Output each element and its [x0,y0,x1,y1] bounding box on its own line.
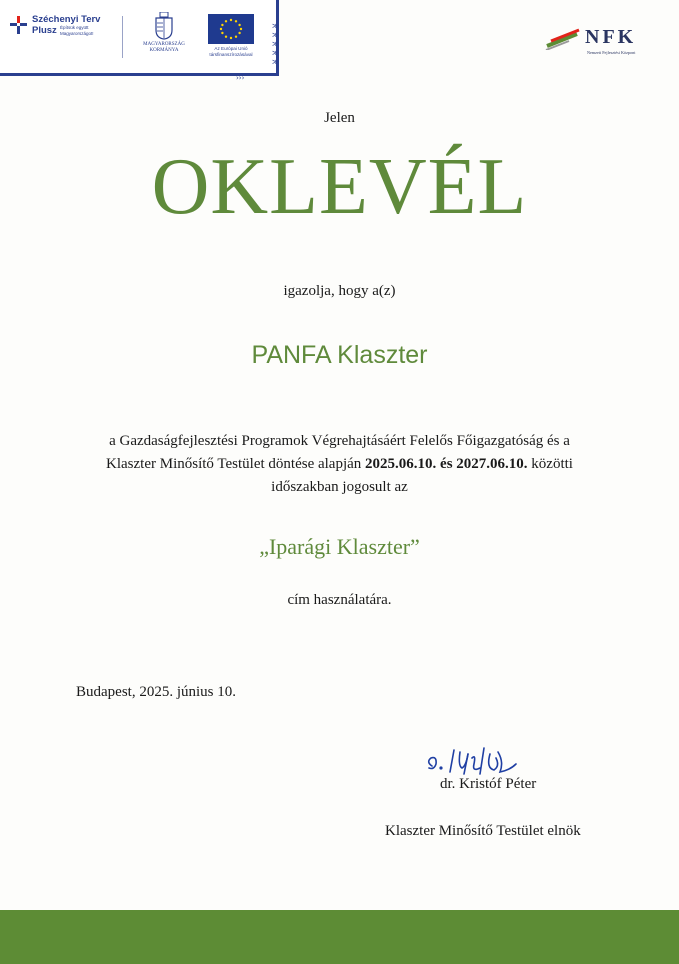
szechenyi-terv-logo [8,14,120,64]
eu-logo [200,12,262,64]
date-from: 2025.06.10. [365,456,437,472]
body-line-3: időszakban jogosult az [271,479,408,495]
award-title: „Iparági Klaszter” [259,534,420,559]
date-to: 2027.06.10. [456,456,528,472]
coat-of-arms-icon [154,12,174,40]
magyarorszag-kormanya-logo [133,12,195,64]
szechenyi-title: Széchenyi Terv Plusz [32,14,101,36]
nfk-subtitle: Nemzeti Fejlesztési Központ [587,50,636,55]
nfk-stripes-icon [545,28,581,50]
organization-name: PANFA Klaszter [251,341,428,369]
kormany-text: MAGYARORSZÁG KORMÁNYA [143,42,185,53]
signer-role: Klaszter Minősítő Testület elnök [385,823,581,839]
nfk-letters: NFK [585,26,637,48]
intro-text: Jelen [324,110,355,126]
logo-divider [122,16,123,58]
body-line-1: a Gazdaságfejlesztési Programok Végrehajtásáért Felelős Főigazgatóság és a [109,433,570,449]
title-use-text: cím használatára. [287,592,392,608]
decision-paragraph [76,430,603,499]
body-line-2-start: Klaszter Minősítő Testület döntése alapján [106,456,366,472]
szechenyi-tagline: Építsük együtt Magyarországot! [60,25,94,36]
chevron-column-icon: ≫ ≫ ≫ ≫ ≫ [272,22,280,66]
certificate-title: OKLEVÉL [151,143,528,231]
chevron-row-icon: ››› [236,74,245,82]
signer-name: dr. Kristóf Péter [440,776,537,792]
eu-flag-icon [208,14,254,44]
nfk-logo [545,26,657,58]
szechenyi-cross-icon [10,16,28,34]
body-line-2-end: közötti [527,456,573,472]
place-date: Budapest, 2025. június 10. [76,684,236,700]
certifies-text: igazolja, hogy a(z) [283,283,396,299]
footer-green-band [0,910,679,964]
date-and: és [436,456,457,472]
eu-text: Az Európai Unió társfinanszírozásával [209,46,253,57]
